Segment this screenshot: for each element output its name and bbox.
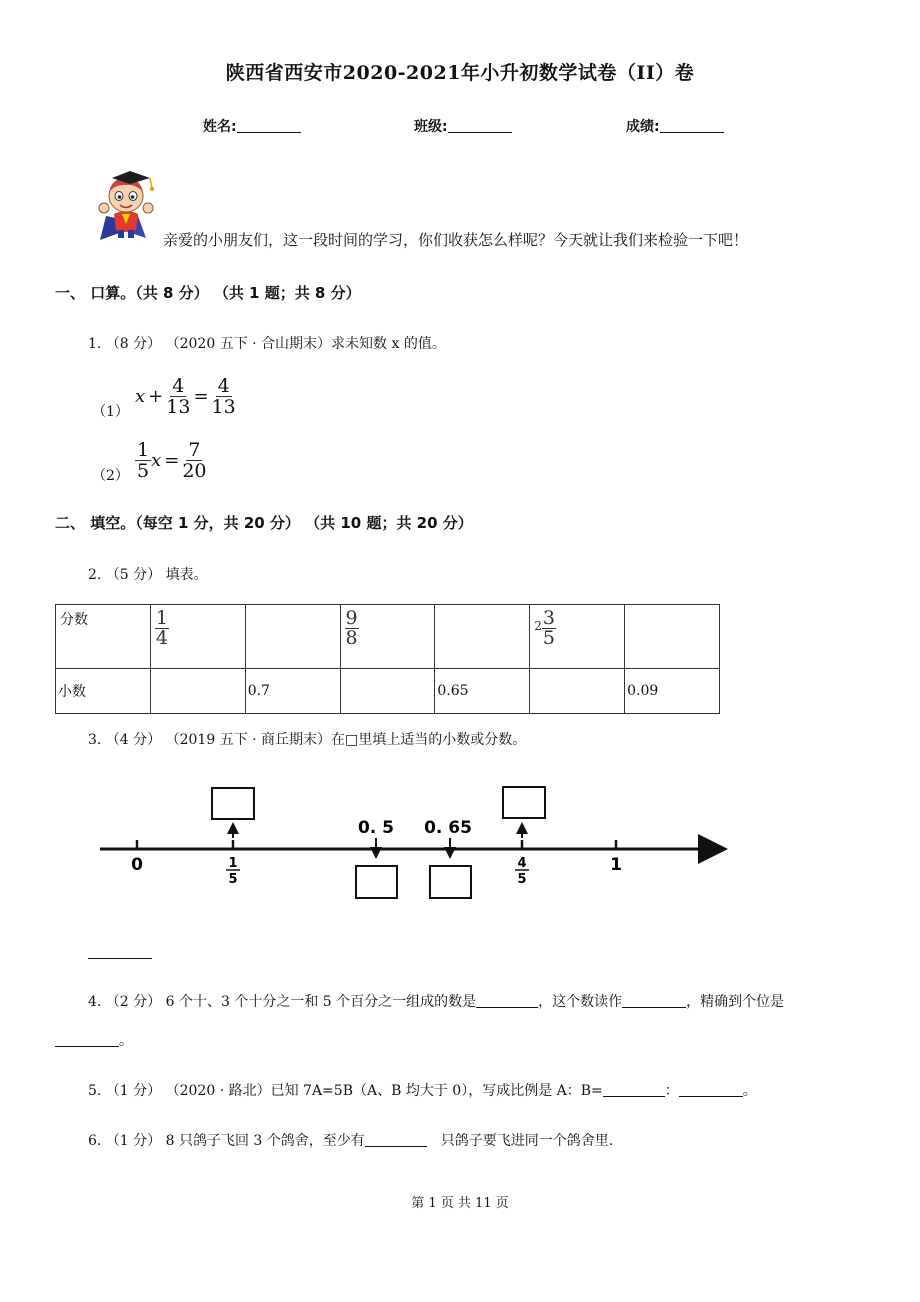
question-6-text-2: 只鸽子要飞进同一个鸽舍里. bbox=[440, 1133, 614, 1149]
score-blank[interactable] bbox=[660, 118, 724, 133]
question-1-stem: 1. （8 分） （2020 五下 · 合山期末）求未知数 x 的值。 bbox=[88, 336, 446, 352]
label-one: 1 bbox=[610, 855, 622, 875]
table-cell-fraction: $\frac{1}{4}$ bbox=[150, 605, 245, 669]
question-4-text-4: 。 bbox=[119, 1033, 133, 1049]
question-4-blank-1[interactable] bbox=[476, 993, 538, 1008]
question-4-text-3: ，精确到个位是 bbox=[686, 994, 785, 1010]
score-label: 成绩: bbox=[626, 119, 660, 135]
class-label: 班级: bbox=[414, 119, 448, 135]
greeting-text: 亲爱的小朋友们，这一段时间的学习，你们收获怎么样呢？今天就让我们来检验一下吧！ bbox=[163, 231, 749, 249]
eq2-var: x bbox=[151, 450, 162, 471]
label-four-fifths-den: 5 bbox=[517, 872, 527, 887]
label-zero: 0 bbox=[131, 855, 143, 875]
question-3-stem: 3. （4 分） （2019 五下 · 商丘期末）在□里填上适当的小数或分数。 bbox=[88, 732, 527, 748]
question-4-blank-2[interactable] bbox=[622, 993, 686, 1008]
table-cell-fraction-blank[interactable] bbox=[435, 605, 530, 669]
eq2-frac-b: $\frac{7}{20}$ bbox=[182, 439, 207, 482]
table-cell-fraction: $\frac{9}{8}$ bbox=[340, 605, 435, 669]
question-4-text-1: 4. （2 分） 6 个十、3 个十分之一和 5 个百分之一组成的数是 bbox=[88, 994, 477, 1010]
equation-2 bbox=[135, 440, 207, 481]
table-cell-fraction: 2 $\frac{3}{5}$ bbox=[530, 605, 625, 669]
answer-box-one-fifth[interactable] bbox=[212, 788, 254, 819]
question-3-answer-blank[interactable] bbox=[88, 944, 152, 959]
name-blank[interactable] bbox=[237, 118, 301, 133]
table-cell-decimal: 0.09 bbox=[625, 669, 720, 714]
question-1-part-1-label: （1） bbox=[92, 404, 129, 420]
class-field bbox=[414, 116, 512, 136]
question-4-text-2: ，这个数读作 bbox=[538, 994, 623, 1010]
mascot-doctor-illustration bbox=[92, 168, 166, 244]
table-cell-decimal: 0.7 bbox=[245, 669, 340, 714]
label-zero-point-five: 0. 5 bbox=[357, 818, 395, 838]
table-cell-fraction-blank[interactable] bbox=[625, 605, 720, 669]
question-6-blank-1[interactable] bbox=[365, 1132, 427, 1147]
label-zero-point-six-five: 0. 65 bbox=[424, 818, 472, 838]
score-field bbox=[626, 116, 724, 136]
table-cell-fraction-blank[interactable] bbox=[245, 605, 340, 669]
answer-box-zero-point-six-five[interactable] bbox=[430, 866, 471, 898]
equation-1 bbox=[135, 376, 236, 417]
number-line-diagram bbox=[0, 770, 920, 910]
question-5-text-3: 。 bbox=[742, 1083, 757, 1099]
eq1-frac-a: $\frac{4}{13}$ bbox=[166, 375, 191, 418]
table-cell-decimal-blank[interactable] bbox=[530, 669, 625, 714]
name-label: 姓名: bbox=[203, 119, 237, 135]
page-title: 陕西省西安市2020-2021年小升初数学试卷（II）卷 bbox=[225, 62, 695, 84]
question-6-text-1: 6. （1 分） 8 只鸽子飞回 3 个鸽舍，至少有 bbox=[88, 1133, 365, 1149]
name-field bbox=[203, 116, 301, 136]
question-1-part-2-label: （2） bbox=[92, 468, 129, 484]
eq2-frac-a: $\frac{1}{5}$ bbox=[137, 439, 150, 482]
fraction-decimal-table bbox=[55, 604, 720, 714]
question-5-text-1: 5. （1 分） （2020 · 路北）已知 7A=5B（A、B 均大于 0），写成比例是 A：B= bbox=[88, 1083, 603, 1099]
section-2-heading: 二、 填空。（每空 1 分，共 20 分） （共 10 题；共 20 分） bbox=[55, 514, 473, 532]
eq1-frac-b: $\frac{4}{13}$ bbox=[211, 375, 236, 418]
question-2-stem: 2. （5 分） 填表。 bbox=[88, 567, 208, 583]
table-row-label: 小数 bbox=[56, 669, 151, 714]
question-5-line bbox=[88, 1080, 757, 1100]
table-cell-decimal-blank[interactable] bbox=[150, 669, 245, 714]
section-1-heading: 一、 口算。（共 8 分） （共 1 题；共 8 分） bbox=[55, 284, 361, 302]
eq2-equals: = bbox=[164, 450, 180, 471]
question-5-text-2: ： bbox=[664, 1083, 679, 1099]
table-cell-decimal: 0.65 bbox=[435, 669, 530, 714]
answer-box-zero-point-five[interactable] bbox=[356, 866, 397, 898]
question-4-blank-3[interactable] bbox=[55, 1032, 119, 1047]
question-5-blank-1[interactable] bbox=[603, 1082, 665, 1097]
question-5-blank-2[interactable] bbox=[679, 1082, 743, 1097]
eq1-equals: = bbox=[193, 386, 209, 407]
table-row-fractions bbox=[56, 605, 720, 669]
eq1-var: x bbox=[135, 386, 146, 407]
page-footer: 第 1 页 共 11 页 bbox=[411, 1196, 509, 1211]
class-blank[interactable] bbox=[448, 118, 512, 133]
question-4-line-2 bbox=[55, 1030, 133, 1050]
table-cell-decimal-blank[interactable] bbox=[340, 669, 435, 714]
label-one-fifth-den: 5 bbox=[228, 872, 238, 887]
question-6-line bbox=[88, 1130, 613, 1150]
label-one-fifth-num: 1 bbox=[228, 856, 238, 871]
eq1-plus: + bbox=[148, 386, 164, 407]
question-4-line bbox=[88, 991, 784, 1011]
table-row-decimals bbox=[56, 669, 720, 714]
table-row-label: 分数 bbox=[56, 605, 151, 669]
answer-box-four-fifths[interactable] bbox=[503, 787, 545, 818]
label-four-fifths-num: 4 bbox=[517, 856, 527, 871]
